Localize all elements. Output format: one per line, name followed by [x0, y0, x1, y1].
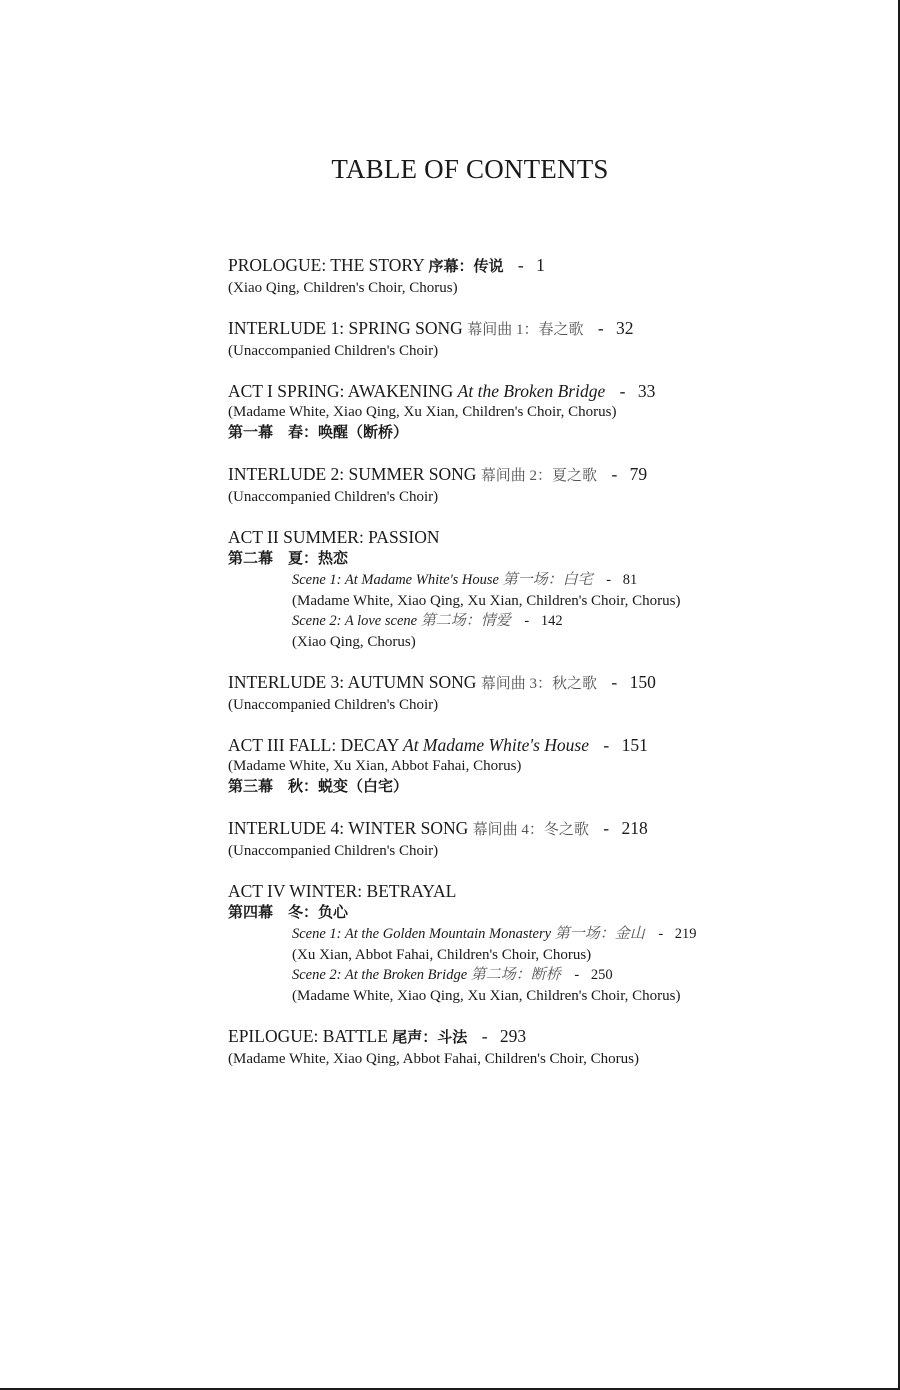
entry-title: ACT II SUMMER: PASSION — [228, 527, 440, 547]
scene-title: Scene 1: At the Golden Mountain Monastery — [292, 926, 552, 942]
separator: - — [611, 464, 618, 484]
page-number: 33 — [637, 381, 656, 401]
entry-location: At Madame White's House — [403, 735, 589, 755]
entry-title: ACT I SPRING: AWAKENING — [228, 381, 454, 401]
toc-entry-epilogue[interactable] — [228, 1025, 788, 1069]
entry-chinese-title: 序幕：传说 — [428, 259, 504, 275]
toc-entry-interlude-4[interactable] — [228, 817, 788, 861]
entry-cast: (Unaccompanied Children's Choir) — [228, 843, 439, 859]
separator: - — [611, 672, 618, 692]
entry-chinese-title: 幕间曲 3：秋之歌 — [480, 676, 598, 692]
scene-chinese-title: 第二场：情爱 — [420, 613, 511, 629]
scene-title: Scene 1: At Madame White's House — [292, 572, 499, 588]
toc-entry-interlude-3[interactable] — [228, 671, 788, 715]
page-number: 142 — [540, 613, 563, 629]
scene-title: Scene 2: At the Broken Bridge — [292, 967, 468, 983]
toc-entry-act-1[interactable] — [228, 380, 788, 444]
separator: - — [481, 1026, 488, 1046]
page-title: TABLE OF CONTENTS — [331, 154, 609, 184]
page-number: 32 — [616, 318, 634, 338]
scene-chinese-title: 第一场：金山 — [554, 926, 645, 942]
scene-cast: (Xu Xian, Abbot Fahai, Children's Choir, Chorus) — [292, 947, 592, 963]
entry-cast: (Unaccompanied Children's Choir) — [228, 343, 439, 359]
page-number: 293 — [499, 1026, 527, 1046]
separator: - — [603, 735, 610, 755]
entry-chinese-title: 幕间曲 1：春之歌 — [467, 322, 584, 338]
page-number: 150 — [629, 672, 656, 692]
scene-title: Scene 2: A love scene — [292, 613, 418, 629]
page-number: 79 — [629, 464, 648, 484]
page-number: 219 — [674, 926, 697, 942]
separator: - — [574, 967, 580, 983]
scene-cast: (Xiao Qing, Chorus) — [292, 634, 416, 650]
entry-title: EPILOGUE: BATTLE — [228, 1026, 388, 1046]
entry-chinese-title: 第一幕 春：唤醒（断桥） — [228, 425, 409, 441]
scene-entry[interactable] — [228, 570, 788, 611]
scene-chinese-title: 第二场：断桥 — [470, 967, 561, 983]
separator: - — [658, 926, 664, 942]
entry-cast: (Unaccompanied Children's Choir) — [228, 697, 439, 713]
entry-cast: (Madame White, Xu Xian, Abbot Fahai, Chorus) — [228, 758, 522, 774]
entry-chinese-title: 第三幕 秋：蜕变（白宅） — [228, 779, 409, 795]
scene-entry[interactable] — [228, 611, 788, 652]
separator: - — [603, 818, 610, 838]
entry-title: INTERLUDE 4: WINTER SONG — [228, 818, 469, 838]
entry-cast: (Madame White, Xiao Qing, Abbot Fahai, Children's Choir, Chorus) — [228, 1051, 639, 1067]
page-number: 1 — [536, 255, 545, 275]
toc-entry-act-4[interactable] — [228, 880, 788, 1006]
entry-chinese-title: 幕间曲 4：冬之歌 — [472, 822, 589, 838]
separator: - — [517, 255, 524, 275]
scene-chinese-title: 第一场：白宅 — [502, 572, 593, 588]
separator: - — [524, 613, 530, 629]
entry-title: INTERLUDE 2: SUMMER SONG — [228, 464, 477, 484]
toc-entry-prologue[interactable] — [228, 254, 788, 298]
entry-title: PROLOGUE: THE STORY — [228, 255, 425, 275]
entry-chinese-title: 第二幕 夏：热恋 — [228, 551, 349, 567]
page-number: 250 — [590, 967, 613, 983]
entry-title: ACT III FALL: DECAY — [228, 735, 399, 755]
page-number: 151 — [621, 735, 648, 755]
toc-entry-act-2[interactable] — [228, 526, 788, 652]
entry-title: ACT IV WINTER: BETRAYAL — [228, 881, 457, 901]
toc-entry-interlude-2[interactable] — [228, 463, 788, 507]
entry-title: INTERLUDE 1: SPRING SONG — [228, 318, 463, 338]
entry-location: At the Broken Bridge — [457, 381, 606, 401]
separator: - — [597, 318, 604, 338]
scene-entry[interactable] — [228, 965, 788, 1006]
toc-entry-interlude-1[interactable] — [228, 317, 788, 361]
entry-cast: (Unaccompanied Children's Choir) — [228, 489, 439, 505]
toc-entry-act-3[interactable] — [228, 734, 788, 798]
entry-chinese-title: 幕间曲 2：夏之歌 — [480, 468, 598, 484]
scene-entry[interactable] — [228, 924, 788, 965]
separator: - — [619, 381, 626, 401]
scene-cast: (Madame White, Xiao Qing, Xu Xian, Children's Choir, Chorus) — [292, 988, 681, 1004]
scene-cast: (Madame White, Xiao Qing, Xu Xian, Children's Choir, Chorus) — [292, 593, 681, 609]
page-number: 81 — [622, 572, 638, 588]
entry-cast: (Madame White, Xiao Qing, Xu Xian, Children's Choir, Chorus) — [228, 404, 617, 420]
entry-cast: (Xiao Qing, Children's Choir, Chorus) — [228, 280, 458, 296]
entry-chinese-title: 尾声：斗法 — [392, 1030, 468, 1046]
separator: - — [606, 572, 612, 588]
page-number: 218 — [621, 818, 648, 838]
entry-title: INTERLUDE 3: AUTUMN SONG — [228, 672, 477, 692]
entry-chinese-title: 第四幕 冬：负心 — [228, 905, 349, 921]
table-of-contents — [228, 254, 788, 1088]
